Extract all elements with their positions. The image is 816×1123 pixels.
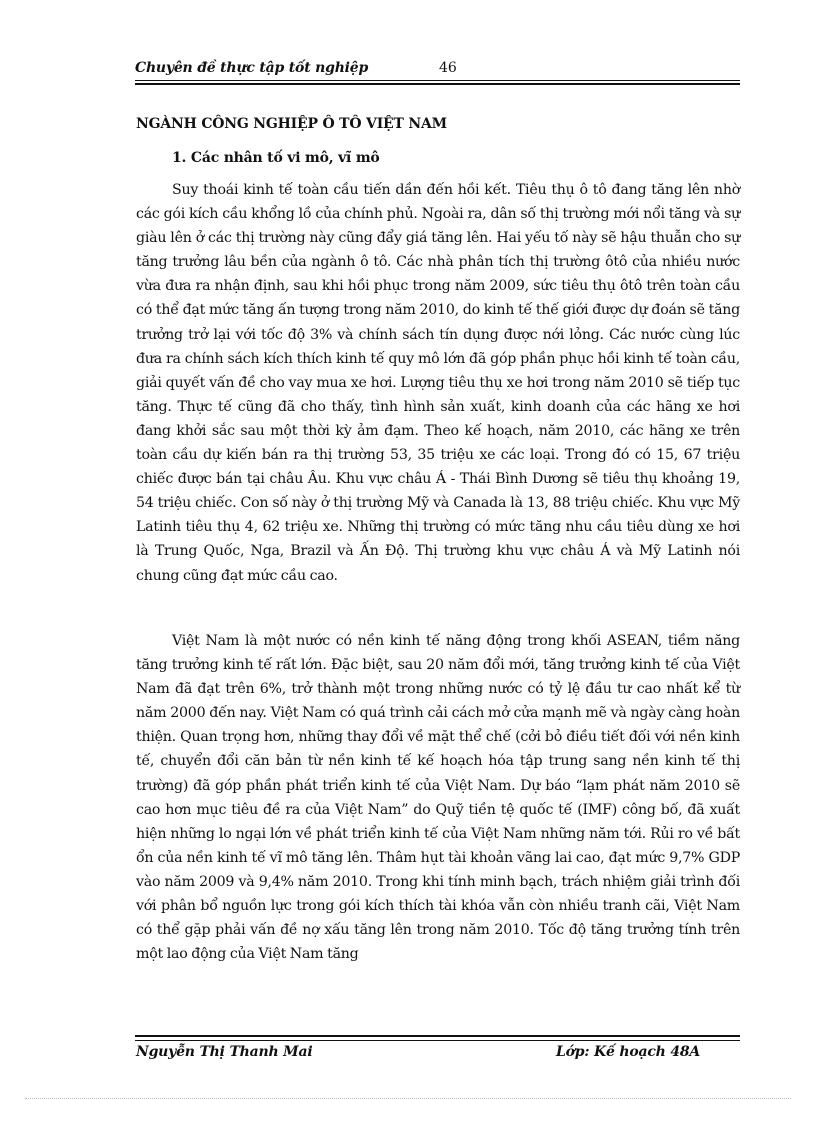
page-bottom-edge [25, 1098, 791, 1099]
page-number: 46 [439, 60, 457, 76]
footer-class: Lớp: Kế hoạch 48A [556, 1044, 701, 1060]
subsection-heading: 1. Các nhân tố vi mô, vĩ mô [172, 150, 380, 166]
header-rule-thick [135, 83, 740, 85]
header-title: Chuyên đề thực tập tốt nghiệp [135, 60, 369, 76]
paragraph-1: Suy thoái kinh tế toàn cầu tiến dần đến hồi kết. Tiêu thụ ô tô đang tăng lên nhờ các gói kích cầu khổng lồ của chính phủ. Ngoài ra, dân số thị trường mới nổi tăng và sự giàu lên ở các thị trường này cũng đẩy giá tăng lên. Hai yếu tố này sẽ hậu thuẫn cho sự tăng trưởng lâu bền của ngành ô tô. Các nhà phân tích thị trường ôtô của nhiều nước vừa đưa ra nhận định, sau khi hồi phục trong năm 2009, sức tiêu thụ ôtô trên toàn cầu có thể đạt mức tăng ấn tượng trong năm 2010, do kinh tế thế giới được dự đoán sẽ tăng trưởng trở lại với tốc độ 3% và chính sách tín dụng được nới lỏng. Các nước cùng lúc đưa ra chính sách kích thích kinh tế quy mô lớn đã góp phần phục hồi kinh tế toàn cầu, giải quyết vấn đề cho vay mua xe hơi. Lượng tiêu thụ xe hơi trong năm 2010 sẽ tiếp tục tăng. Thực tế cũng đã cho thấy, tình hình sản xuất, kinh doanh của các hãng xe hơi đang khởi sắc sau một thời kỳ ảm đạm. Theo kế hoạch, năm 2010, các hãng xe trên toàn cầu dự kiến bán ra thị trường 53, 35 triệu xe các loại. Trong đó có 15, 67 triệu chiếc được bán tại châu Âu. Khu vực châu Á - Thái Bình Dương sẽ tiêu thụ khoảng 19, 54 triệu chiếc. Con số này ở thị trường Mỹ và Canada là 13, 88 triệu chiếc. Khu vực Mỹ Latinh tiêu thụ 4, 62 triệu xe. Những thị trường có mức tăng nhu cầu tiêu dùng xe hơi là Trung Quốc, Nga, Brazil và Ấn Độ. Thị trường khu vực châu Á và Mỹ Latinh nói chung cũng đạt mức cầu cao. [136, 182, 740, 584]
section-heading: NGÀNH CÔNG NGHIỆP Ô TÔ VIỆT NAM [136, 116, 447, 132]
footer-rule-thin [135, 1040, 740, 1041]
header-rule-thin [135, 80, 740, 81]
paragraph-2: Việt Nam là một nước có nền kinh tế năng động trong khối ASEAN, tiềm năng tăng trưởng kinh tế rất lớn. Đặc biệt, sau 20 năm đổi mới, tăng trưởng kinh tế của Việt Nam đã đạt trên 6%, trở thành một trong những nước có tỷ lệ đầu tư cao nhất kể từ năm 2000 đến nay. Việt Nam có quá trình cải cách mở cửa mạnh mẽ và ngày càng hoàn thiện. Quan trọng hơn, những thay đổi về mặt thể chế (cởi bỏ điều tiết đối với nền kinh tế, chuyển đổi căn bản từ nền kinh tế kế hoạch hóa tập trung sang nền kinh tế thị trường) đã góp phần phát triển kinh tế của Việt Nam. Dự báo “lạm phát năm 2010 sẽ cao hơn mục tiêu đề ra của Việt Nam” do Quỹ tiền tệ quốc tế (IMF) công bố, đã xuất hiện những lo ngại lớn về phát triển kinh tế của Việt Nam những năm tới. Rủi ro về bất ổn của nền kinh tế vĩ mô tăng lên. Thâm hụt tài khoản vãng lai cao, đạt mức 9,7% GDP vào năm 2009 và 9,4% năm 2010. Trong khi tính minh bạch, trách nhiệm giải trình đối với phân bổ nguồn lực trong gói kích thích tài khóa vẫn còn nhiều tranh cãi, Việt Nam có thể gặp phải vấn đề nợ xấu tăng lên trong năm 2010. Tốc độ tăng trưởng tính trên một lao động của Việt Nam tăng [136, 633, 740, 963]
footer-rule-thick [135, 1035, 740, 1037]
footer-author: Nguyễn Thị Thanh Mai [136, 1044, 313, 1060]
page-header [135, 58, 740, 82]
